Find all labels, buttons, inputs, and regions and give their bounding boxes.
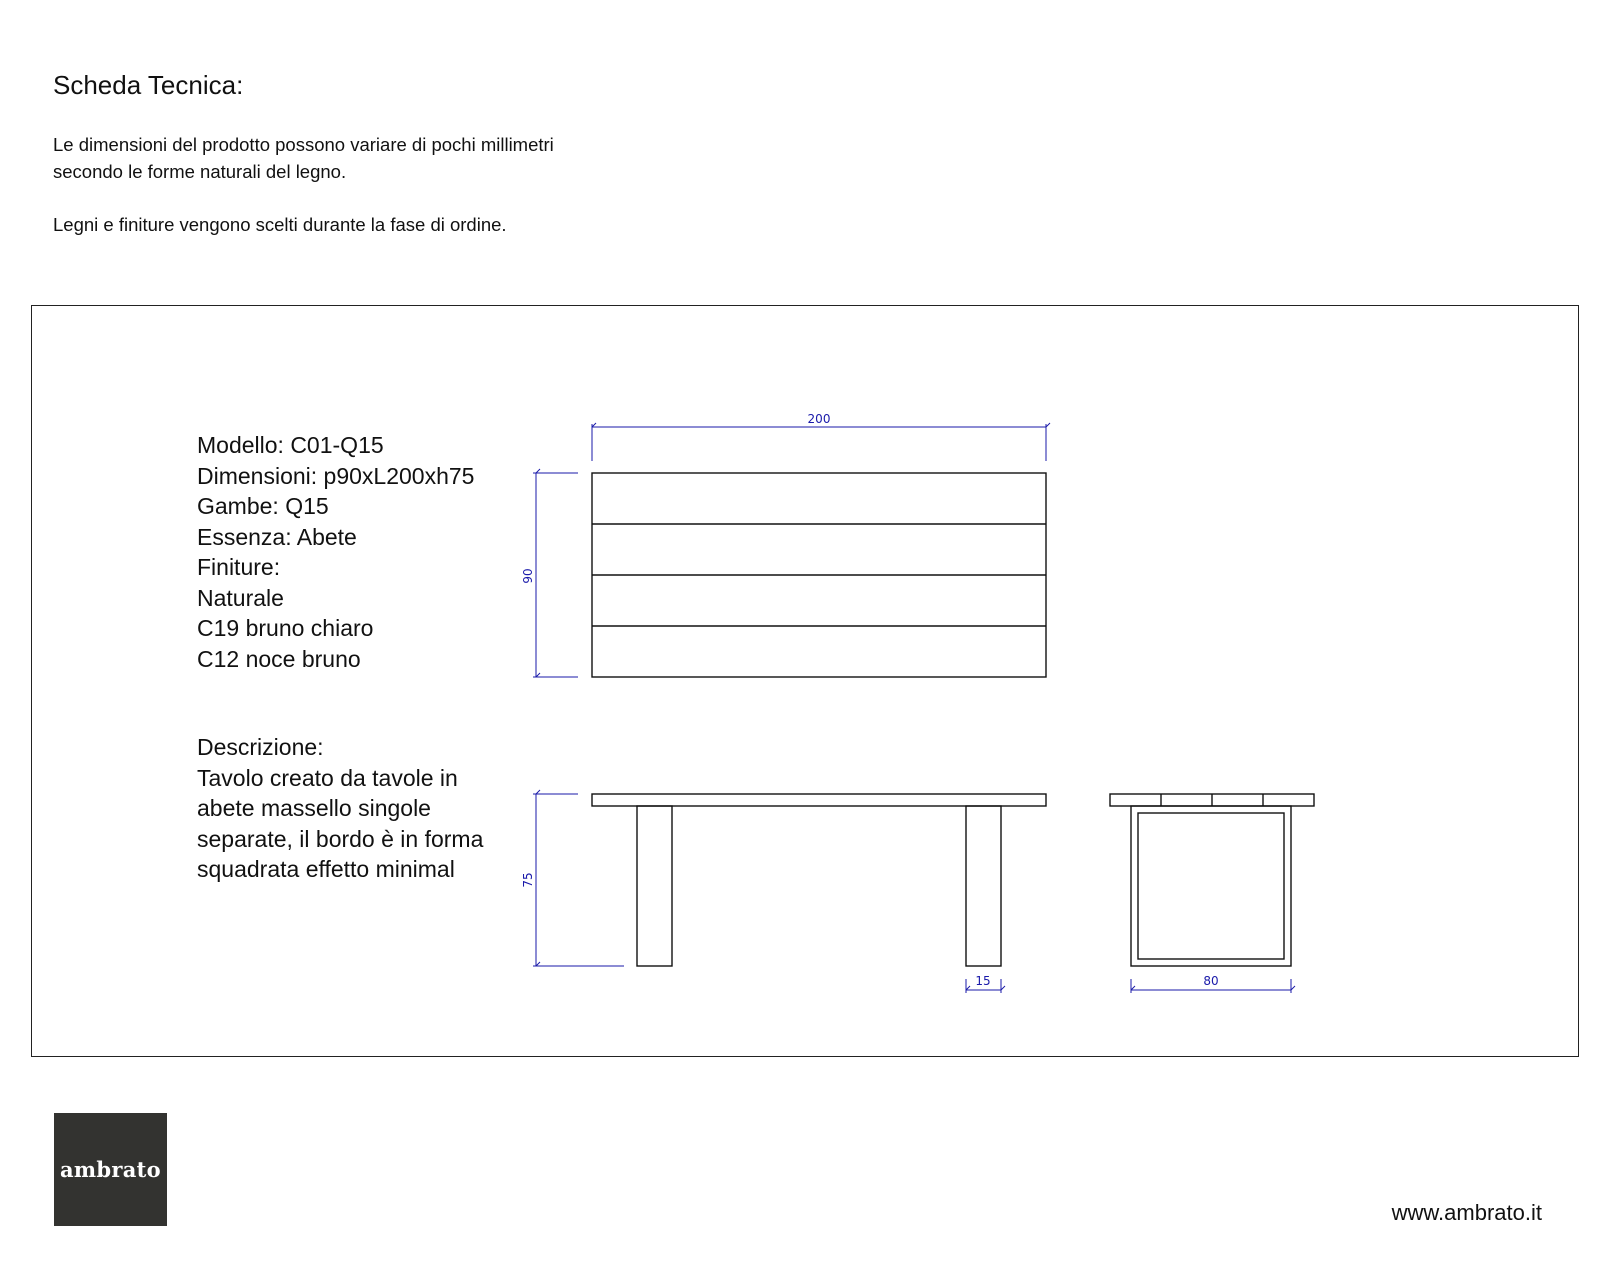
dimension-height-label: 75 — [521, 872, 535, 888]
side-view — [1110, 794, 1314, 966]
note-line: Le dimensioni del prodotto possono variare di pochi millimetri — [53, 134, 554, 155]
spec-modello: Modello: C01-Q15 — [197, 432, 384, 458]
dimension-height — [533, 790, 624, 966]
dimension-depth — [533, 469, 578, 677]
top-view — [592, 473, 1046, 677]
order-note: Legni e finiture vengono scelti durante la fase di ordine. — [53, 214, 507, 235]
dimension-length-label: 200 — [807, 412, 831, 426]
description-line: Tavolo creato da tavole in — [197, 764, 458, 791]
side-leg-frame-inner — [1138, 813, 1284, 959]
side-leg-frame-outer — [1131, 806, 1291, 966]
dimension-leg-label: 15 — [975, 974, 991, 988]
spec-essenza: Essenza: Abete — [197, 523, 357, 550]
finish-item: C19 bruno chiaro — [197, 615, 374, 641]
note-line: secondo le forme naturali del legno. — [53, 161, 347, 182]
front-view — [592, 794, 1046, 966]
description-label: Descrizione: — [197, 734, 324, 760]
page-title: Scheda Tecnica: — [53, 70, 244, 100]
front-leg-left — [637, 806, 672, 966]
spec-dimensioni: Dimensioni: p90xL200xh75 — [197, 462, 475, 489]
spec-gambe: Gambe: Q15 — [197, 493, 329, 519]
dimension-depth-label: 90 — [521, 568, 535, 584]
description-line: abete massello singole — [197, 795, 431, 821]
description-line: separate, il bordo è in forma — [197, 825, 484, 852]
dimension-width-label: 80 — [1203, 974, 1219, 988]
website-link[interactable]: www.ambrato.it — [1391, 1200, 1542, 1225]
brand-logo — [54, 1113, 167, 1226]
front-leg-right — [966, 806, 1001, 966]
dimension-length — [592, 423, 1050, 461]
brand-logo-text: ambrato — [60, 1157, 161, 1182]
description-line: squadrata effetto minimal — [197, 856, 455, 882]
spec-finiture-label: Finiture: — [197, 554, 281, 580]
finish-item: Naturale — [197, 584, 284, 611]
finish-item: C12 noce bruno — [197, 645, 361, 672]
front-tabletop — [592, 794, 1046, 806]
